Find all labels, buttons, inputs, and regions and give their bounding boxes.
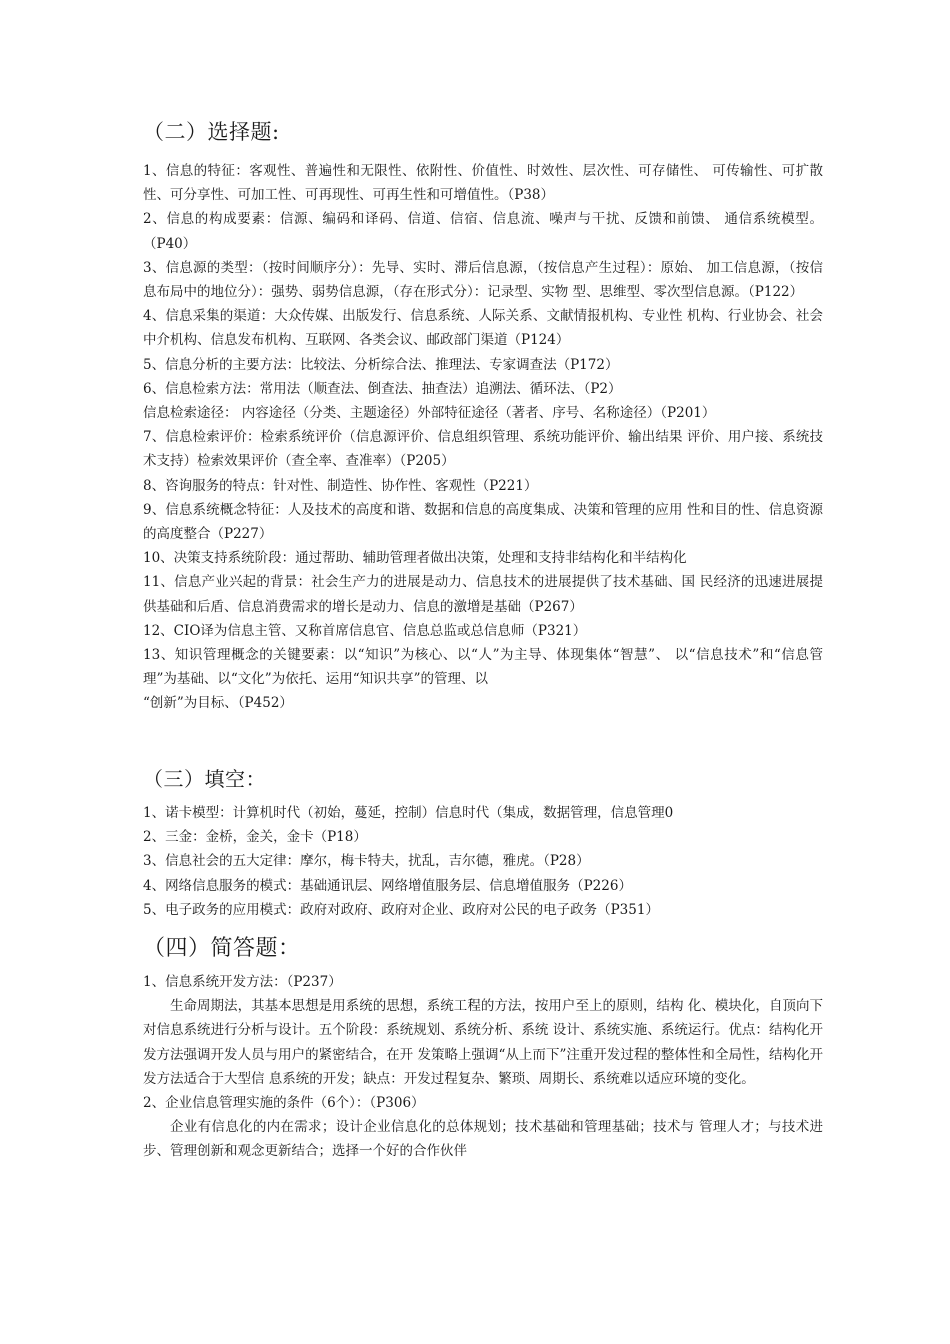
choice-item-9: 9、信息系统概念特征：人及技术的高度和谐、数据和信息的高度集成、决策和管理的应用 性和目的性、信息资源的高度整合（P227） [143,501,823,543]
fill-item-3: 3、信息社会的五大定律：摩尔，梅卡特夫，扰乱，吉尔德，雅虎。（P28） [143,853,590,870]
choice-item-11: 11、信息产业兴起的背景：社会生产力的进展是动力、信息技术的进展提供了技术基础、国 民经济的迅速进展提供基础和后盾、信息消费需求的增长是动力、信息的激增是基础（P267） [143,574,823,615]
short-answer-list [143,970,823,1164]
choice-item-5: 5、信息分析的主要方法：比较法、分析综合法、推理法、专家调查法（P172） [143,356,619,373]
short-answer-q1-body: 生命周期法，其基本思想是用系统的思想，系统工程的方法，按用户至上的原则，结构 化、模块化，自顶向下对信息系统进行分析与设计。五个阶段：系统规划、系统分析、系统 设计、系统实施、系统运行。优点：结构化开发方法强调开发人员与用户的紧密结合，在开 发策略上强调“从上而下”注重开发过程的整体性和全局性，结构化开发方法适合于大型信 息系统的开发；缺点：开发过程复杂、繁琐、周期长、系统难以适应环境的变化。 [143,998,823,1087]
choice-question-list [143,159,823,716]
fill-item-4: 4、网络信息服务的模式：基础通讯层、网络增值服务层、信息增值服务（P226） [143,877,632,894]
fill-item-1: 1、诺卡模型：计算机时代（初始，蔓延，控制）信息时代（集成，数据管理，信息管理0 [143,805,674,821]
choice-item-13: 13、知识管理概念的关键要素：以“知识”为核心、以“人”为主导、体现集体“智慧”、 以“信息技术”和“信息管理”为基础、以“文化”为依托、运用“知识共享”的管理、以 [143,647,823,688]
choice-item-3: 3、信息源的类型：（按时间顺序分）：先导、实时、滞后信息源，（按信息产生过程）：原始、 加工信息源，（按信息布局中的地位分）：强势、弱势信息源，（存在形式分）：记录型、实物 型、思维型、零次型信息源。（P122） [143,259,823,301]
choice-item-10: 10、决策支持系统阶段：通过帮助、辅助管理者做出决策，处理和支持非结构化和半结构化 [143,550,687,567]
choice-item-12: 12、CIO译为信息主管、又称首席信息官、信息总监或总信息师（P321） [143,622,587,639]
choice-item-1: 1、信息的特征：客观性、普遍性和无限性、依附性、价值性、时效性、层次性、可存储性、 可传输性、可扩散性、可分享性、可加工性、可再现性、可再生性和可增值性。（P38） [143,163,823,204]
section-heading-fill: （三）填空： [143,767,266,791]
choice-item-2: 2、信息的构成要素：信源、编码和译码、信道、信宿、信息流、噪声与干扰、反馈和前馈、 通信系统模型。（P40） [143,211,823,252]
choice-item-6-sub: 信息检索途径： 内容途径（分类、主题途径）外部特征途径（著者、序号、名称途径）（P201） [143,405,716,422]
choice-item-13-cont: “创新”为目标、（P452） [143,695,293,712]
fill-item-2: 2、三金：金桥，金关，金卡（P18） [143,829,367,846]
short-answer-q1-title: 1、信息系统开发方法：（P237） [143,974,342,990]
fill-item-5: 5、电子政务的应用模式：政府对政府、政府对企业、政府对公民的电子政务（P351） [143,901,659,918]
fill-question-list [143,801,823,922]
short-answer-q2-body: 企业有信息化的内在需求；设计企业信息化的总体规划；技术基础和管理基础；技术与 管理人才；与技术进步、管理创新和观念更新结合；选择一个好的合作伙伴 [143,1119,823,1160]
section-heading-choice: （二）选择题: [143,120,280,144]
section-heading-short-answer: （四）简答题： [143,936,301,961]
short-answer-q2-title: 2、企业信息管理实施的条件（6个）：（P306） [143,1095,425,1112]
choice-item-7: 7、信息检索评价：检索系统评价（信息源评价、信息组织管理、系统功能评价、输出结果 评价、用户接、系统技术支持）检索效果评价（查全率、查准率）（P205） [143,429,823,470]
choice-item-4: 4、信息采集的渠道：大众传媒、出版发行、信息系统、人际关系、文献情报机构、专业性 机构、行业协会、社会中介机构、信息发布机构、互联网、各类会议、邮政部门渠道（P124） [143,308,823,349]
choice-item-8: 8、咨询服务的特点：针对性、制造性、协作性、客观性（P221） [143,477,538,494]
choice-item-6: 6、信息检索方法：常用法（顺查法、倒查法、抽查法）追溯法、循环法、（P2） [143,380,622,397]
